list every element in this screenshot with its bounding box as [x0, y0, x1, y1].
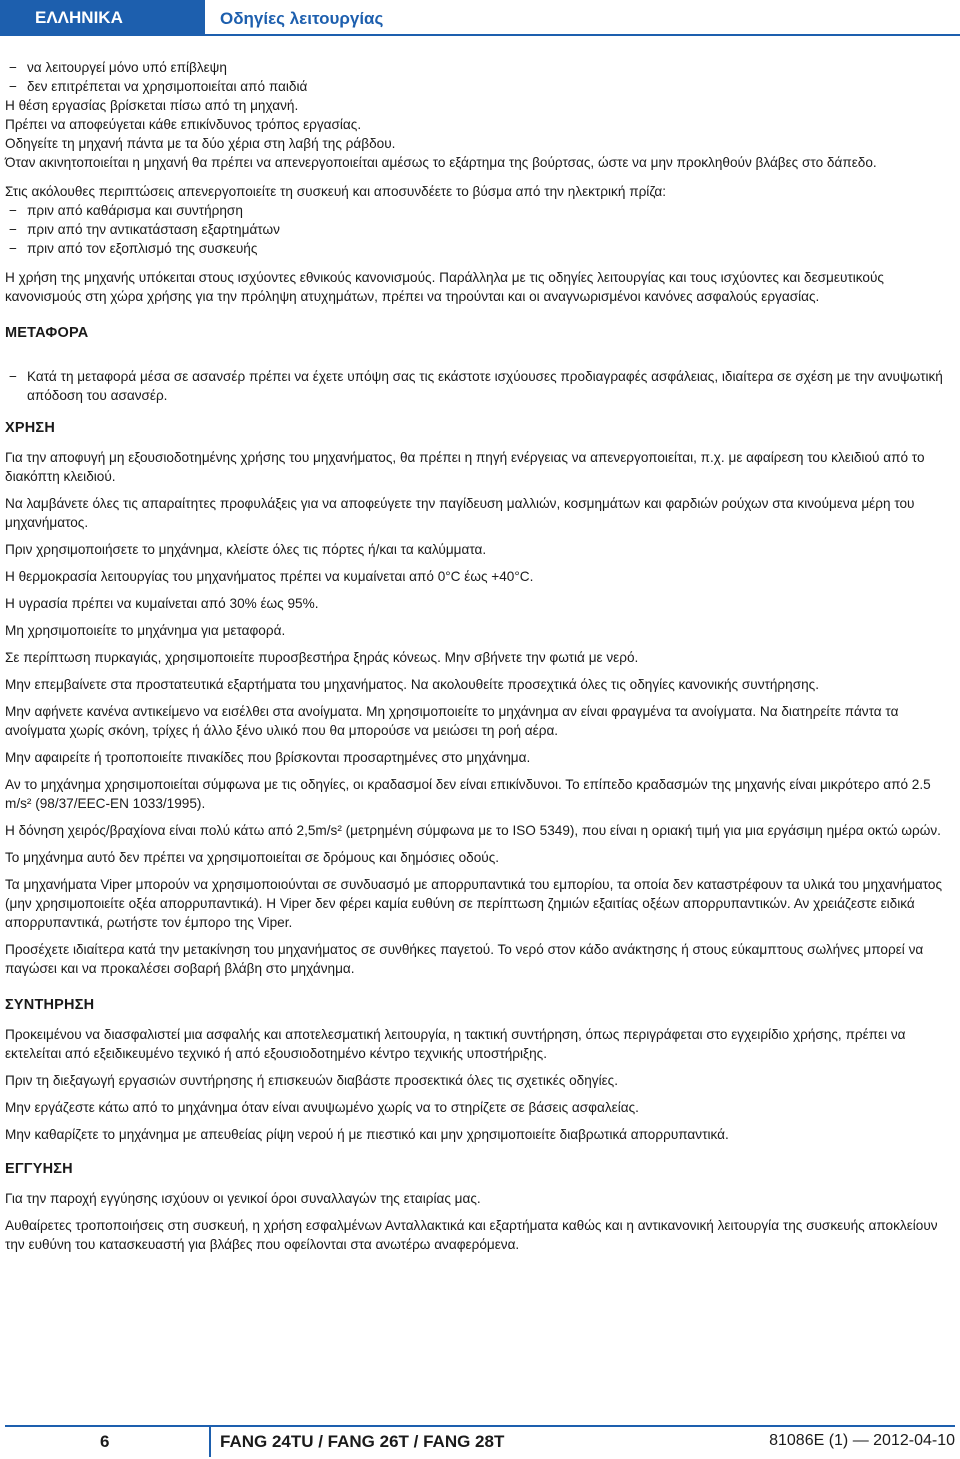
paragraph: Μην εργάζεστε κάτω από το μηχάνημα όταν είναι ανυψωμένο χωρίς να το στηρίζετε σε βάσεις ασφαλείας. — [5, 1100, 639, 1115]
paragraph: Μην αφαιρείτε ή τροποποιείτε πινακίδες που βρίσκονται προσαρτημένες στο μηχάνημα. — [5, 750, 531, 765]
paragraph: Μην επεμβαίνετε στα προστατευτικά εξαρτήματα του μηχανήματος. Να ακολουθείτε προσεχτικά όλες τις οδηγίες κανονικής συντήρησης. — [5, 677, 820, 692]
paragraph: Η χρήση της μηχανής υπόκειται στους ισχύοντες εθνικούς κανονισμούς. Παράλληλα με τις οδηγίες λειτουργίας και τους ισχύοντες και δεσμευτικούς κανονισμούς στη χώρα χρήσης για την πρόληψη ατυχημάτων, πρέπει να τηρούνται και οι αναγνωρισμένοι κανόνες ασφαλούς εργασίας. — [5, 270, 884, 304]
paragraph: Μην αφήνετε κανένα αντικείμενο να εισέλθει στα ανοίγματα. Μη χρησιμοποιείτε το μηχάνημα αν είναι φραγμένα τα ανοίγματα. Να διατηρείτε πάντα τα ανοίγματα χωρίς σκόνη, τρίχες ή άλλο ξένο υλικό που θα μπορούσε να μειώσει τη ροή αέρα. — [5, 704, 899, 738]
page-number: 6 — [100, 1432, 110, 1451]
paragraph: Πριν τη διεξαγωγή εργασιών συντήρησης ή επισκευών διαβάστε προσεκτικά όλες τις σχετικές οδηγίες. — [5, 1073, 619, 1088]
section-heading-maintenance: ΣΥΝΤΗΡΗΣΗ — [5, 997, 95, 1013]
model-names: FANG 24TU / FANG 26T / FANG 28T — [220, 1432, 505, 1451]
paragraph: Αυθαίρετες τροποποιήσεις στη συσκευή, η χρήση εσφαλμένων Ανταλλακτικά και εξαρτήματα καθώς και η αντικανονική λειτουργία της συσκευής αποκλείουν την ευθύνη του κατασκευαστή για βλάβες που οφείλονται στα ανωτέρω αναφερόμενα. — [5, 1218, 938, 1252]
page-footer — [0, 1425, 960, 1459]
section-heading-warranty: ΕΓΓΥΗΣΗ — [5, 1161, 73, 1177]
footer-separator — [209, 1427, 211, 1457]
list-item: − πριν από την αντικατάσταση εξαρτημάτων — [5, 220, 955, 239]
paragraph: Μην καθαρίζετε το μηχάνημα με απευθείας ρίψη νερού ή με πιεστικό και μην χρησιμοποιείτε διαβρωτικά απορρυπαντικά. — [5, 1127, 729, 1142]
page-header — [0, 0, 960, 36]
paragraph: Πρέπει να αποφεύγεται κάθε επικίνδυνος τρόπος εργασίας. — [5, 117, 362, 132]
paragraph: Τα μηχανήματα Viper μπορούν να χρησιμοποιούνται σε συνδυασμό με απορρυπαντικά του εμπορίου, τα οποία δεν καταστρέφουν τα υλικά του μηχανήματος (μην χρησιμοποιείτε οξέα απορρυπαντικά). Η Viper δεν φέρει καμία ευθύνη σε περίπτωση ζημιών εξαιτίας οξέων απορρυπαντικών. Αν χρειάζεστε ειδικά απορρυπαντικά, ρωτήστε τον έμπορο της Viper. — [5, 877, 943, 930]
list-item: − πριν από καθάρισμα και συντήρηση — [5, 201, 955, 220]
document-id: 81086E (1) — 2012-04-10 — [769, 1432, 955, 1449]
paragraph: Η θερμοκρασία λειτουργίας του μηχανήματος πρέπει να κυμαίνεται από 0°C έως +40°C. — [5, 569, 534, 584]
paragraph: Σε περίπτωση πυρκαγιάς, χρησιμοποιείτε πυροσβεστήρα ξηράς κόνεως. Μην σβήνετε την φωτιά με νερό. — [5, 650, 639, 665]
paragraph: Η θέση εργασίας βρίσκεται πίσω από τη μηχανή. — [5, 98, 299, 113]
section-heading-usage: ΧΡΗΣΗ — [5, 420, 55, 436]
paragraph: Μη χρησιμοποιείτε το μηχάνημα για μεταφορά. — [5, 623, 286, 638]
header-rule — [205, 34, 960, 36]
paragraph: Για την αποφυγή μη εξουσιοδοτημένης χρήσης του μηχανήματος, θα πρέπει η πηγή ενέργειας να απενεργοποιείται, π.χ. με αφαίρεση του κλειδιού από το διακόπτη κλειδιού. — [5, 450, 925, 484]
paragraph: Το μηχάνημα αυτό δεν πρέπει να χρησιμοποιείται σε δρόμους και δημόσιες οδούς. — [5, 850, 500, 865]
paragraph: Αν το μηχάνημα χρησιμοποιείται σύμφωνα με τις οδηγίες, οι κραδασμοί δεν είναι επικίνδυνοι. Το επίπεδο κραδασμών της μηχανής είναι μικρότερο από 2.5 m/s² (98/37/EEC-EN 1033/1995). — [5, 777, 931, 811]
paragraph: Η υγρασία πρέπει να κυμαίνεται από 30% έως 95%. — [5, 596, 319, 611]
list-item: − να λειτουργεί μόνο υπό επίβλεψη — [5, 58, 955, 77]
document-title: Οδηγίες λειτουργίας — [220, 9, 384, 28]
language-label: ΕΛΛΗΝΙΚΑ — [0, 0, 205, 36]
paragraph: Οδηγείτε τη μηχανή πάντα με τα δύο χέρια στη λαβή της ράβδου. — [5, 136, 396, 151]
list-item: − Κατά τη μεταφορά μέσα σε ασανσέρ πρέπει να έχετε υπόψη σας τις εκάστοτε ισχύουσες προδιαγραφές ασφάλειας, ιδιαίτερα σε σχέση με την ανυψωτική απόδοση του ασανσέρ. — [5, 367, 955, 405]
paragraph: Προσέχετε ιδιαίτερα κατά την μετακίνηση του μηχανήματος σε συνθήκες παγετού. Το νερό στον κάδο ανάκτησης ή στους εύκαμπτους σωλήνες μπορεί να παγώσει και να προκαλέσει σοβαρή βλάβη στο μηχάνημα. — [5, 942, 924, 976]
paragraph: Προκειμένου να διασφαλιστεί μια ασφαλής και αποτελεσματική λειτουργία, η τακτική συντήρηση, όπως περιγράφεται στο εγχειρίδιο χρήσης, πρέπει να εκτελείται από εξειδικευμένο τεχνικό ή από εξουσιοδοτημένο κέντρο τεχνικής υποστήριξης. — [5, 1027, 906, 1061]
paragraph: Για την παροχή εγγύησης ισχύουν οι γενικοί όροι συναλλαγών της εταιρίας μας. — [5, 1191, 481, 1206]
paragraph: Στις ακόλουθες περιπτώσεις απενεργοποιείτε τη συσκευή και αποσυνδέετε το βύσμα από την ηλεκτρική πρίζα: — [5, 184, 667, 199]
paragraph: Πριν χρησιμοποιήσετε το μηχάνημα, κλείστε όλες τις πόρτες ή/και τα καλύμματα. — [5, 542, 487, 557]
document-body — [5, 58, 955, 1254]
list-item: − δεν επιτρέπεται να χρησιμοποιείται από παιδιά — [5, 77, 955, 96]
paragraph: Η δόνηση χειρός/βραχίονα είναι πολύ κάτω από 2,5m/s² (μετρημένη σύμφωνα με το ISO 5349), που είναι η οριακή τιμή για μια εργάσιμη ημέρα οκτώ ωρών. — [5, 823, 941, 838]
paragraph: Να λαμβάνετε όλες τις απαραίτητες προφυλάξεις για να αποφεύγετε την παγίδευση μαλλιών, κοσμημάτων και φαρδιών ρούχων στα κινούμενα μέρη του μηχανήματος. — [5, 496, 915, 530]
section-heading-transport: ΜΕΤΑΦΟΡΑ — [5, 325, 89, 341]
list-item: − πριν από τον εξοπλισμό της συσκευής — [5, 239, 955, 258]
paragraph: Όταν ακινητοποιείται η μηχανή θα πρέπει να απενεργοποιείται αμέσως το εξάρτημα της βούρτσας, ώστε να μην προκληθούν βλάβες στο δάπεδο. — [5, 155, 877, 170]
footer-rule — [5, 1425, 955, 1427]
